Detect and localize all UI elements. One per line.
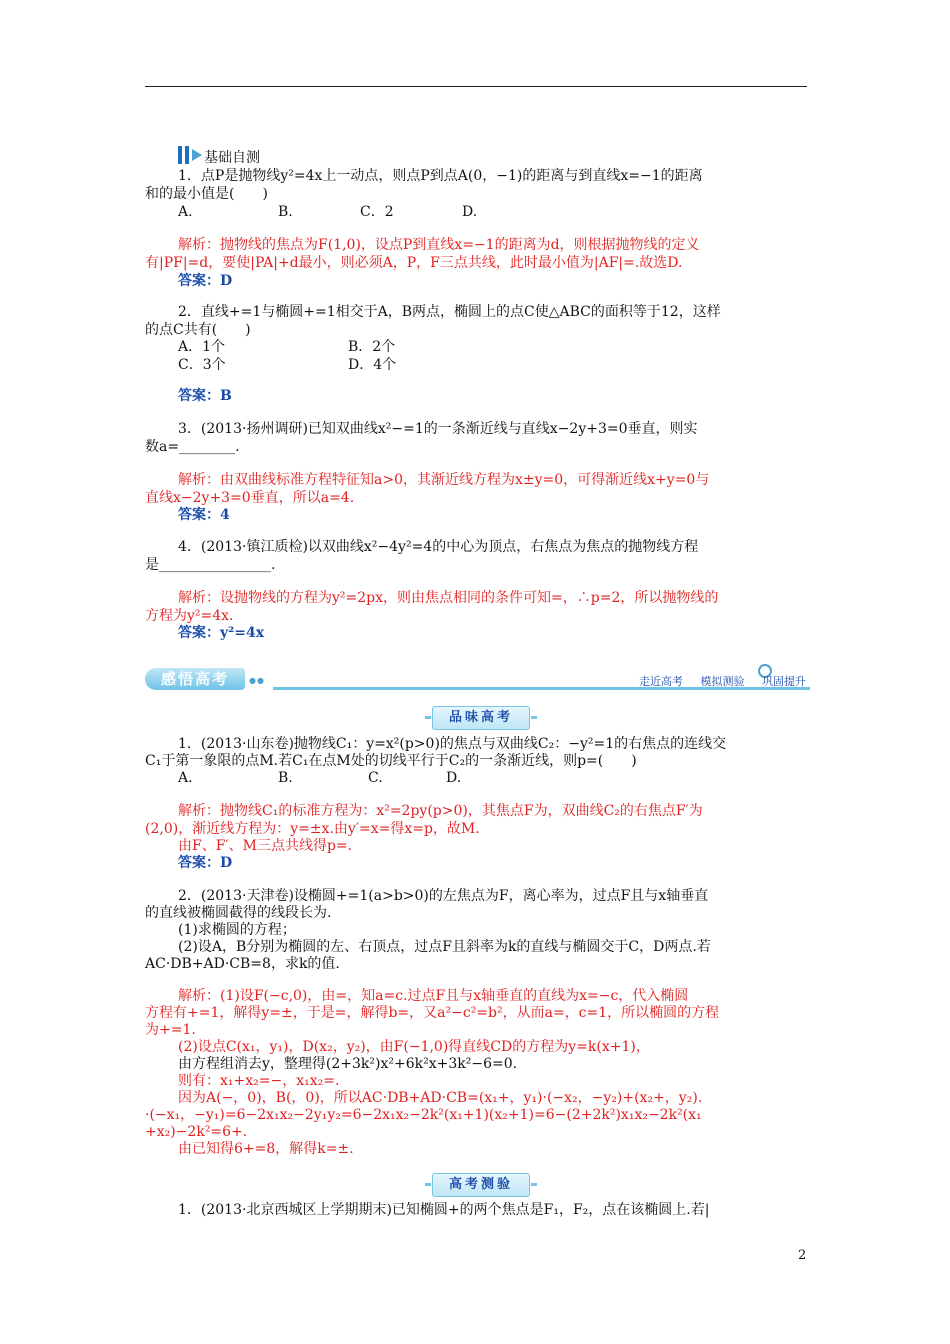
exam2-analysis-line8: ·(−x₁，−y₁)=6−2x₁x₂−2y₁y₂=6−2x₁x₂−2k²(x₁+1)(x₂+1)=6−(2+2k²)x₁x₂−2k²(x₁ (145, 1107, 702, 1123)
q1-option-d: D. (462, 204, 478, 220)
exam1-option-d: D. (446, 770, 462, 786)
exam1-analysis-line1: 解析：抛物线C₁的标准方程为：x²=2py(p>0)，其焦点F为，双曲线C₂的右焦点F′为 (178, 803, 703, 819)
q4-answer: 答案：y²=4x (178, 625, 265, 641)
exam2-analysis-line6: 则有：x₁+x₂=−，x₁x₂=. (178, 1073, 340, 1089)
q1-answer: 答案：D (178, 273, 233, 289)
exam2-stem-line1: 2．(2013·天津卷)设椭圆+=1(a>b>0)的左焦点为F，离心率为，过点F且与x轴垂直 (178, 888, 709, 904)
exam1-analysis-line3: 由F、F′、M三点共线得p=. (178, 838, 353, 854)
banner-nav-item[interactable]: 走近高考 (639, 675, 683, 688)
exam2-stem-line2: 的直线被椭圆截得的线段长为. (145, 905, 332, 921)
section-banner (145, 668, 810, 692)
exam2-stem-line5: AC·DB+AD·CB=8，求k的值. (145, 956, 340, 972)
q1-option-b: B. (278, 204, 293, 220)
page-number: 2 (798, 1248, 807, 1263)
exam2-analysis-line5: 由方程组消去y，整理得(2+3k²)x²+6k²x+3k²−6=0. (178, 1056, 518, 1072)
q1-stem-line1: 1．点P是抛物线y²=4x上一动点，则点P到点A(0，−1)的距离与到直线x=−1的距离 (178, 168, 703, 184)
exam2-stem-line4: (2)设A，B分别为椭圆的左、右顶点，过点F且斜率为k的直线与椭圆交于C，D两点.若 (178, 939, 711, 955)
q3-stem-line2: 数a=________. (145, 439, 240, 455)
q3-analysis-line1: 解析：由双曲线标准方程特征知a>0，其渐近线方程为x±y=0，可得渐近线x+y=0与 (178, 472, 710, 488)
test1-stem: 1．(2013·北京西城区上学期期末)已知椭圆+的两个焦点是F₁，F₂，点在该椭圆上.若| (178, 1202, 710, 1218)
q2-option-a: A．1个 (178, 339, 226, 355)
section-marker-icon (178, 146, 202, 164)
q4-analysis-line2: 方程为y²=4x. (145, 608, 234, 624)
subsection-title: 品味高考 (432, 706, 530, 730)
exam2-stem-line3: (1)求椭圆的方程； (178, 922, 296, 938)
exam1-option-c: C. (368, 770, 383, 786)
exam1-option-a: A. (178, 770, 193, 786)
exam1-stem-line2: C₁于第一象限的点M.若C₁在点M处的切线平行于C₂的一条渐近线，则p=( ) (145, 753, 637, 769)
banner-nav-item[interactable]: 巩固提升 (762, 675, 806, 688)
q3-answer: 答案：4 (178, 507, 230, 523)
banner-title: 感悟高考 (145, 668, 245, 690)
header-rule (145, 86, 807, 87)
q2-stem-line1: 2．直线+=1与椭圆+=1相交于A，B两点，椭圆上的点C使△ABC的面积等于12，这样 (178, 304, 721, 320)
exam2-analysis-line9: +x₂)−2k²=6+. (145, 1124, 248, 1140)
q3-stem-line1: 3．(2013·扬州调研)已知双曲线x²−=1的一条渐近线与直线x−2y+3=0垂直，则实 (178, 421, 698, 437)
exam1-option-b: B. (278, 770, 293, 786)
exam1-answer: 答案：D (178, 855, 233, 871)
banner-nav (625, 673, 806, 689)
exam1-analysis-line2: (2,0)，渐近线方程为：y=±x.由y′=x=得x=p，故M. (145, 821, 480, 837)
exam2-analysis-line4: (2)设点C(x₁，y₁)，D(x₂，y₂)，由F(−1,0)得直线CD的方程为y=k(x+1)， (178, 1039, 650, 1055)
q2-option-c: C．3个 (178, 357, 226, 373)
exam2-analysis-line1: 解析：(1)设F(−c,0)，由=，知a=c.过点F且与x轴垂直的直线为x=−c，代入椭圆 (178, 988, 689, 1004)
q4-stem-line2: 是________________. (145, 557, 276, 573)
q1-analysis-line2: 有|PF|=d，要使|PA|+d最小，则必须A，P，F三点共线，此时最小值为|AF|=.故选D. (145, 255, 683, 271)
exam2-analysis-line7: 因为A(−，0)，B(，0)，所以AC·DB+AD·CB=(x₁+，y₁)·(−x₂，−y₂)+(x₂+，y₂). (178, 1090, 703, 1106)
q2-answer: 答案：B (178, 388, 232, 404)
q4-stem-line1: 4．(2013·镇江质检)以双曲线x²−4y²=4的中心为顶点，右焦点为焦点的抛物线方程 (178, 539, 699, 555)
exam1-stem-line1: 1．(2013·山东卷)抛物线C₁：y=x²(p>0)的焦点与双曲线C₂：−y²=1的右焦点的连线交 (178, 736, 727, 752)
q4-analysis-line1: 解析：设抛物线的方程为y²=2px，则由焦点相同的条件可知=，∴p=2，所以抛物线的 (178, 590, 719, 606)
subsection-title: 高考测验 (432, 1173, 530, 1197)
exam2-analysis-line3: 为+=1. (145, 1022, 196, 1038)
q3-analysis-line2: 直线x−2y+3=0垂直，所以a=4. (145, 490, 355, 506)
q1-option-a: A. (178, 204, 193, 220)
banner-nav-item[interactable]: 模拟测验 (700, 675, 745, 688)
q1-stem-line2: 和的最小值是( ) (145, 186, 268, 202)
q2-option-b: B．2个 (348, 339, 396, 355)
q1-option-c: C．2 (360, 204, 394, 220)
banner-dots-icon: ●● (249, 676, 265, 685)
exam2-analysis-line2: 方程有+=1，解得y=±，于是=，解得b=，又a²−c²=b²，从而a=，c=1，所以椭圆的方程 (145, 1005, 720, 1021)
q2-stem-line2: 的点C共有( ) (145, 322, 251, 338)
q1-analysis-line1: 解析：抛物线的焦点为F(1,0)，设点P到直线x=−1的距离为d，则根据抛物线的定义 (178, 237, 700, 253)
exam2-analysis-line10: 由已知得6+=8，解得k=±. (178, 1141, 354, 1157)
q2-option-d: D．4个 (348, 357, 397, 373)
section-title: 基础自测 (204, 150, 260, 166)
